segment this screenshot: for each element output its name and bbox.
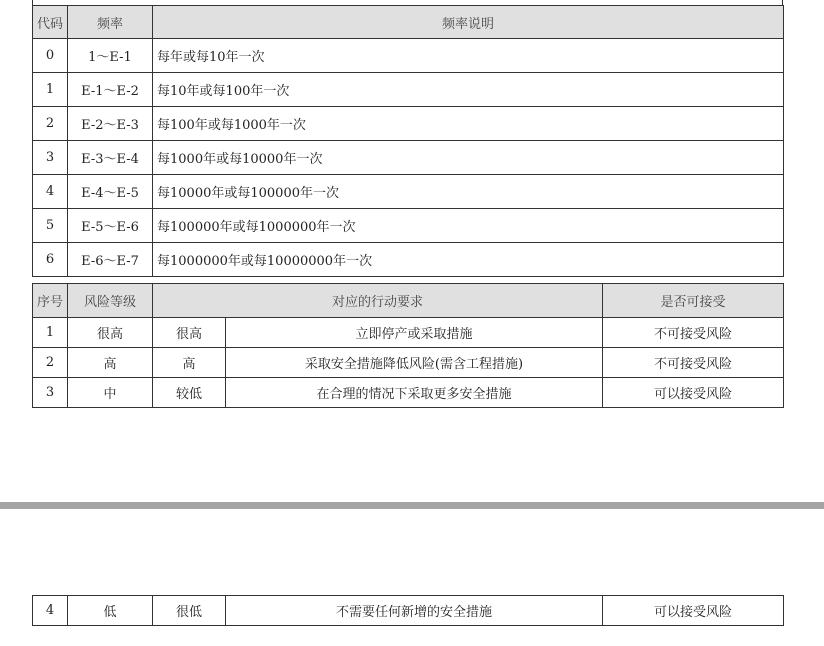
header-risk-level: 风险等级 [68,284,153,318]
level-alt-cell: 较低 [153,378,226,408]
table-row [33,378,784,408]
table-row [33,73,784,107]
level-alt-cell: 高 [153,348,226,378]
level-cell: 中 [68,378,153,408]
acceptable-cell: 不可接受风险 [603,348,784,378]
header-acceptable: 是否可接受 [603,284,784,318]
code-cell: 6 [33,243,68,277]
action-cell: 立即停产或采取措施 [226,318,603,348]
frequency-cell: E-2～E-3 [68,107,153,141]
action-cell: 不需要任何新增的安全措施 [226,596,603,626]
table-row [33,596,784,626]
code-cell: 0 [33,39,68,73]
description-cell: 每年或每10年一次 [153,39,784,73]
level-cell: 高 [68,348,153,378]
header-description: 频率说明 [153,6,784,39]
no-cell: 4 [33,596,68,626]
action-cell: 在合理的情况下采取更多安全措施 [226,378,603,408]
code-cell: 4 [33,175,68,209]
description-cell: 每10000年或每100000年一次 [153,175,784,209]
frequency-cell: E-1～E-2 [68,73,153,107]
acceptable-cell: 可以接受风险 [603,596,784,626]
frequency-table [32,5,784,277]
no-cell: 1 [33,318,68,348]
level-alt-cell: 很低 [153,596,226,626]
table-row [33,107,784,141]
code-cell: 5 [33,209,68,243]
table-row [33,39,784,73]
table-row [33,243,784,277]
description-cell: 每1000000年或每10000000年一次 [153,243,784,277]
table-row [33,141,784,175]
risk-table-header [33,284,784,318]
table-row [33,209,784,243]
frequency-cell: E-4～E-5 [68,175,153,209]
header-action: 对应的行动要求 [153,284,603,318]
description-cell: 每100000年或每1000000年一次 [153,209,784,243]
frequency-table-header [33,6,784,39]
header-code: 代码 [33,6,68,39]
no-cell: 2 [33,348,68,378]
description-cell: 每10年或每100年一次 [153,73,784,107]
risk-level-table [32,283,784,408]
header-no: 序号 [33,284,68,318]
no-cell: 3 [33,378,68,408]
description-cell: 每100年或每1000年一次 [153,107,784,141]
frequency-cell: E-5～E-6 [68,209,153,243]
acceptable-cell: 不可接受风险 [603,318,784,348]
frequency-cell: 1～E-1 [68,39,153,73]
frequency-cell: E-6～E-7 [68,243,153,277]
level-alt-cell: 很高 [153,318,226,348]
risk-level-table-continued [32,595,784,626]
header-frequency: 频率 [68,6,153,39]
level-cell: 很高 [68,318,153,348]
code-cell: 3 [33,141,68,175]
table-row [33,175,784,209]
code-cell: 1 [33,73,68,107]
description-cell: 每1000年或每10000年一次 [153,141,784,175]
table-row [33,318,784,348]
frequency-cell: E-3～E-4 [68,141,153,175]
table-row [33,348,784,378]
action-cell: 采取安全措施降低风险(需含工程措施) [226,348,603,378]
acceptable-cell: 可以接受风险 [603,378,784,408]
level-cell: 低 [68,596,153,626]
page-break-divider [0,502,824,509]
code-cell: 2 [33,107,68,141]
